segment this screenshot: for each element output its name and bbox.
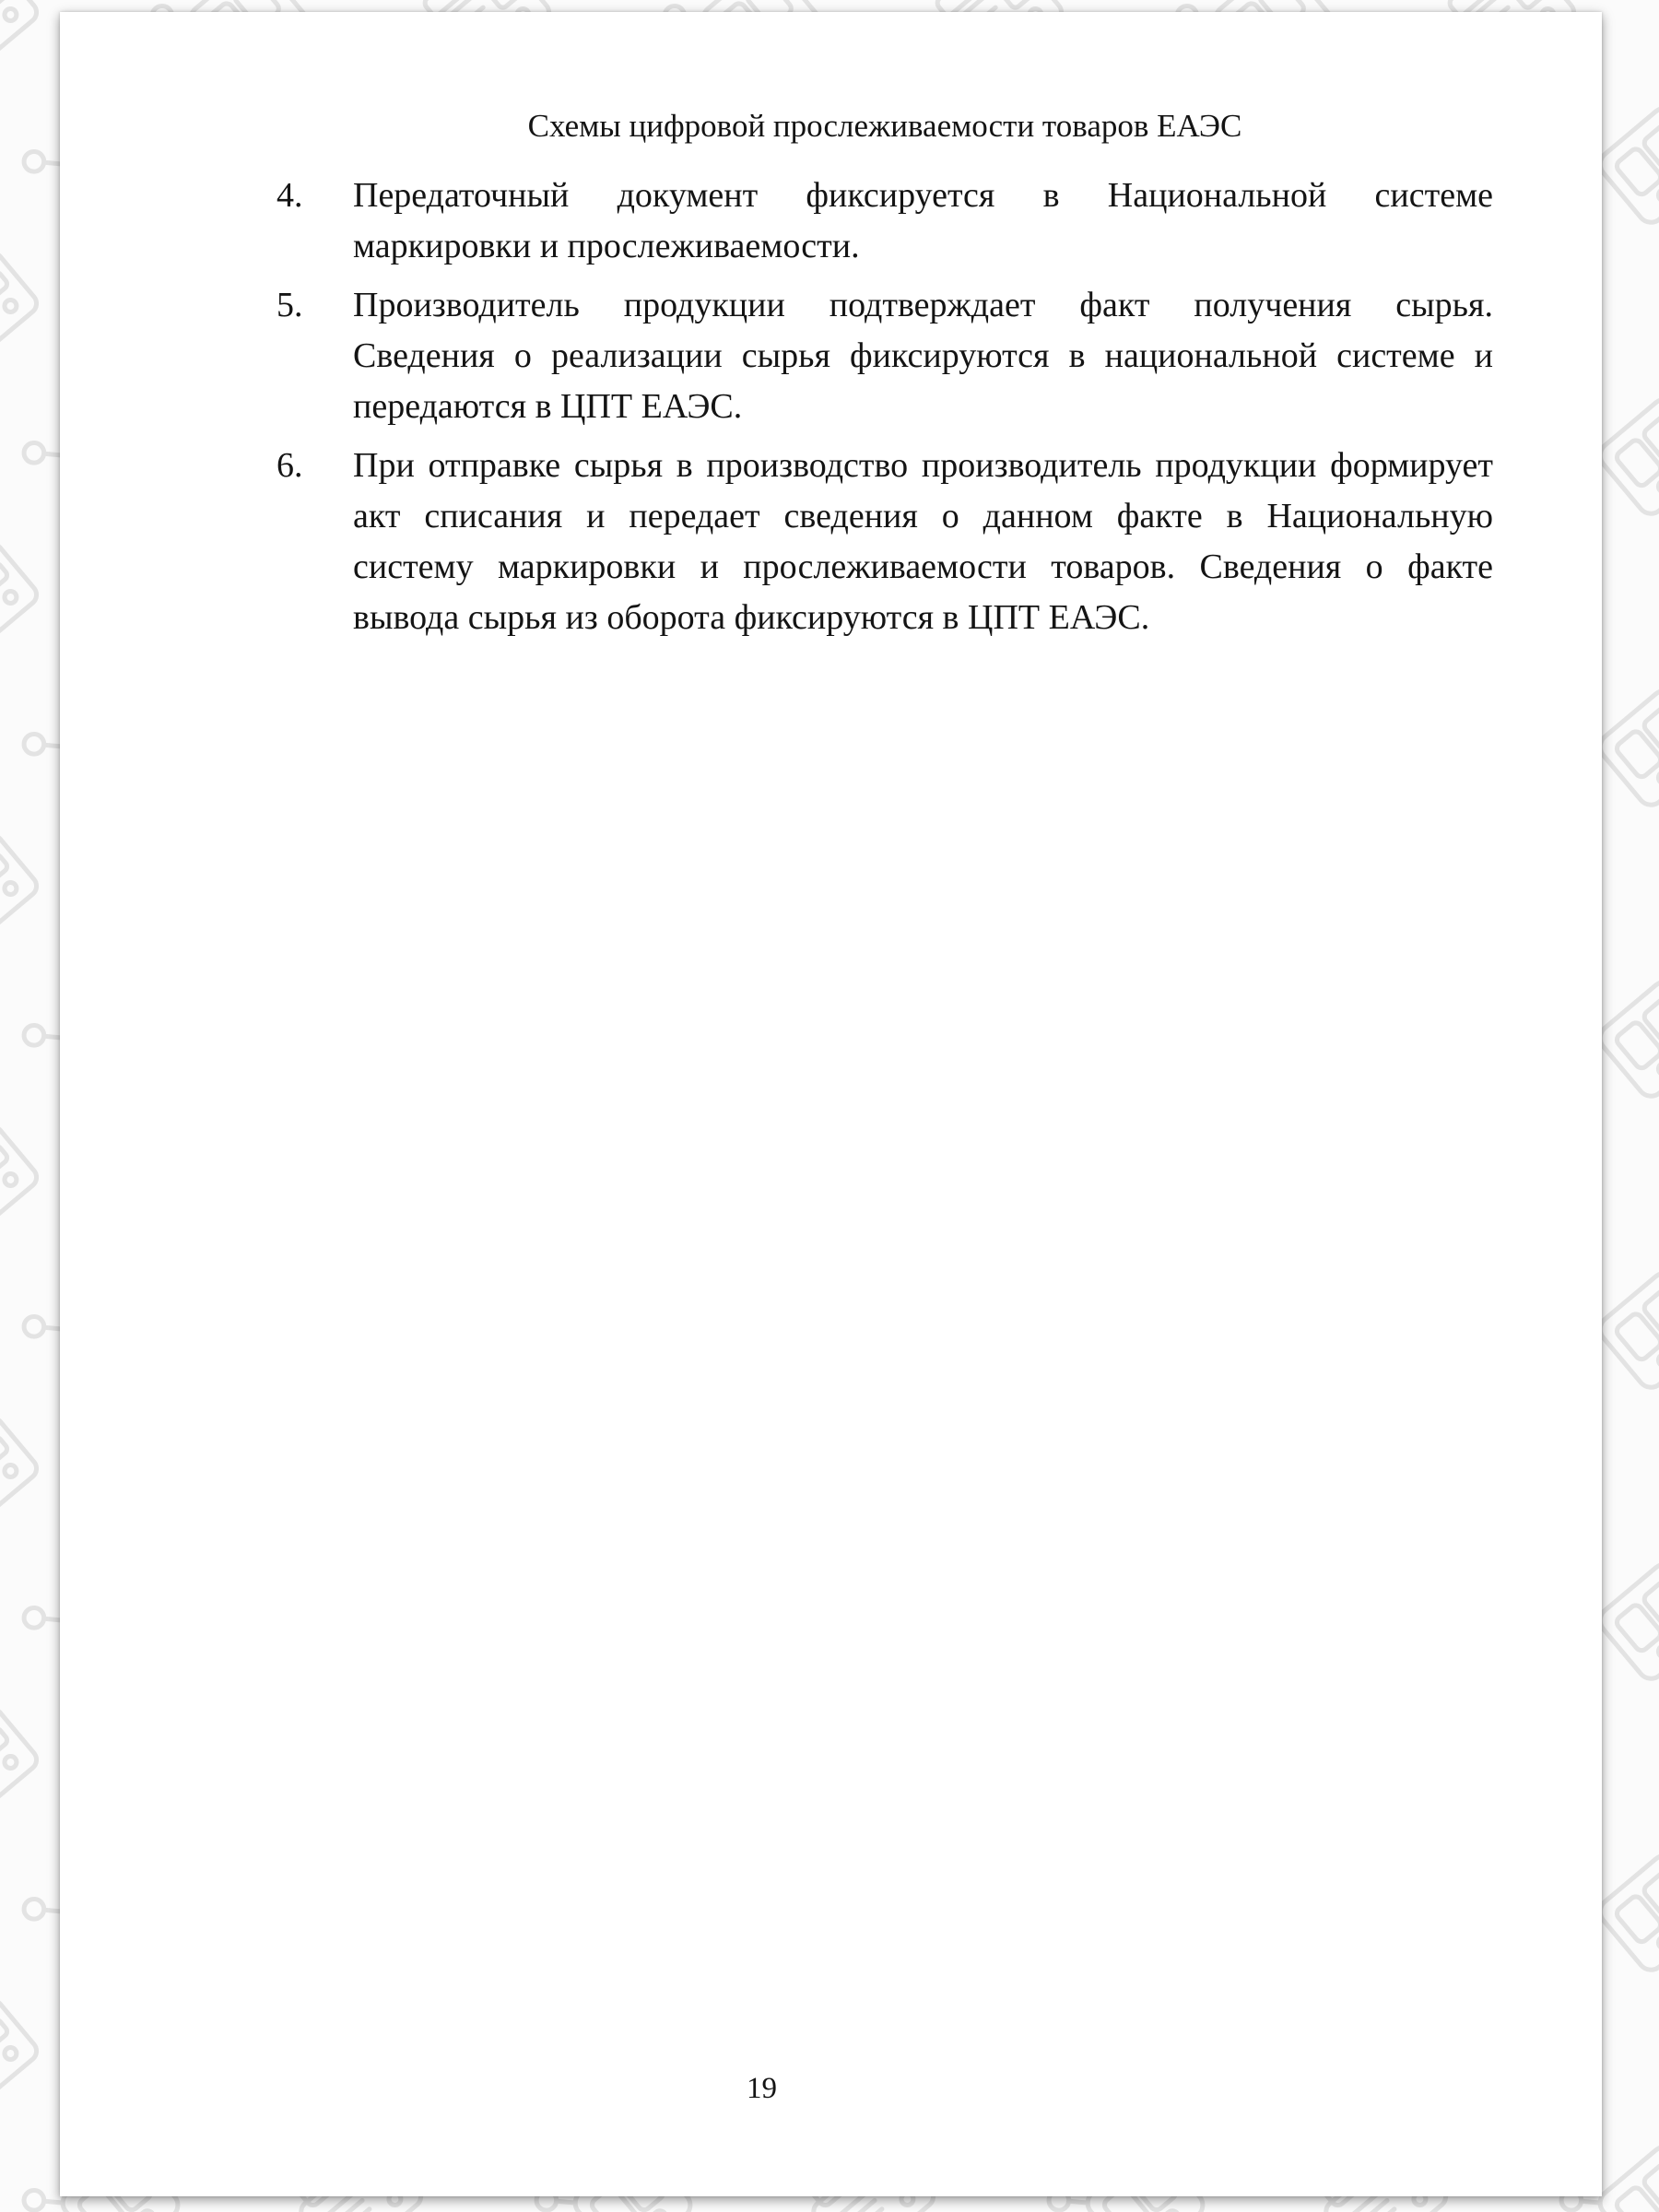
page-number: 19	[747, 2072, 777, 2105]
list-item-text-line: вывода сырья из оборота фиксируются в ЦПТ ЕАЭС.	[353, 598, 1150, 637]
list-item-text-line: акт списания и передает сведения о данном факте в Национальную	[353, 497, 1493, 535]
list-item	[276, 441, 1493, 643]
list-item-text-line: При отправке сырья в производство производитель продукции формирует	[353, 446, 1493, 485]
list-item-text-line: передаются в ЦПТ ЕАЭС.	[353, 387, 743, 426]
list-item-number: 6.	[276, 446, 303, 485]
page-header: Схемы цифровой прослеживаемости товаров ЕАЭС	[527, 108, 1242, 144]
document-page	[60, 12, 1602, 2196]
list-item-text-line: Передаточный документ фиксируется в Национальной системе	[353, 176, 1493, 215]
list-item-text-line: маркировки и прослеживаемости.	[353, 227, 860, 265]
list-item-number: 5.	[276, 286, 303, 324]
list-item	[276, 171, 1493, 272]
list-item-text-line: систему маркировки и прослеживаемости товаров. Сведения о факте	[353, 547, 1493, 586]
list-item	[276, 280, 1493, 432]
list-item-text-line: Производитель продукции подтверждает факт получения сырья.	[353, 286, 1493, 324]
list-item-text-line: Сведения о реализации сырья фиксируются в национальной системе и	[353, 336, 1493, 375]
numbered-list	[276, 171, 1493, 652]
list-item-number: 4.	[276, 176, 303, 215]
